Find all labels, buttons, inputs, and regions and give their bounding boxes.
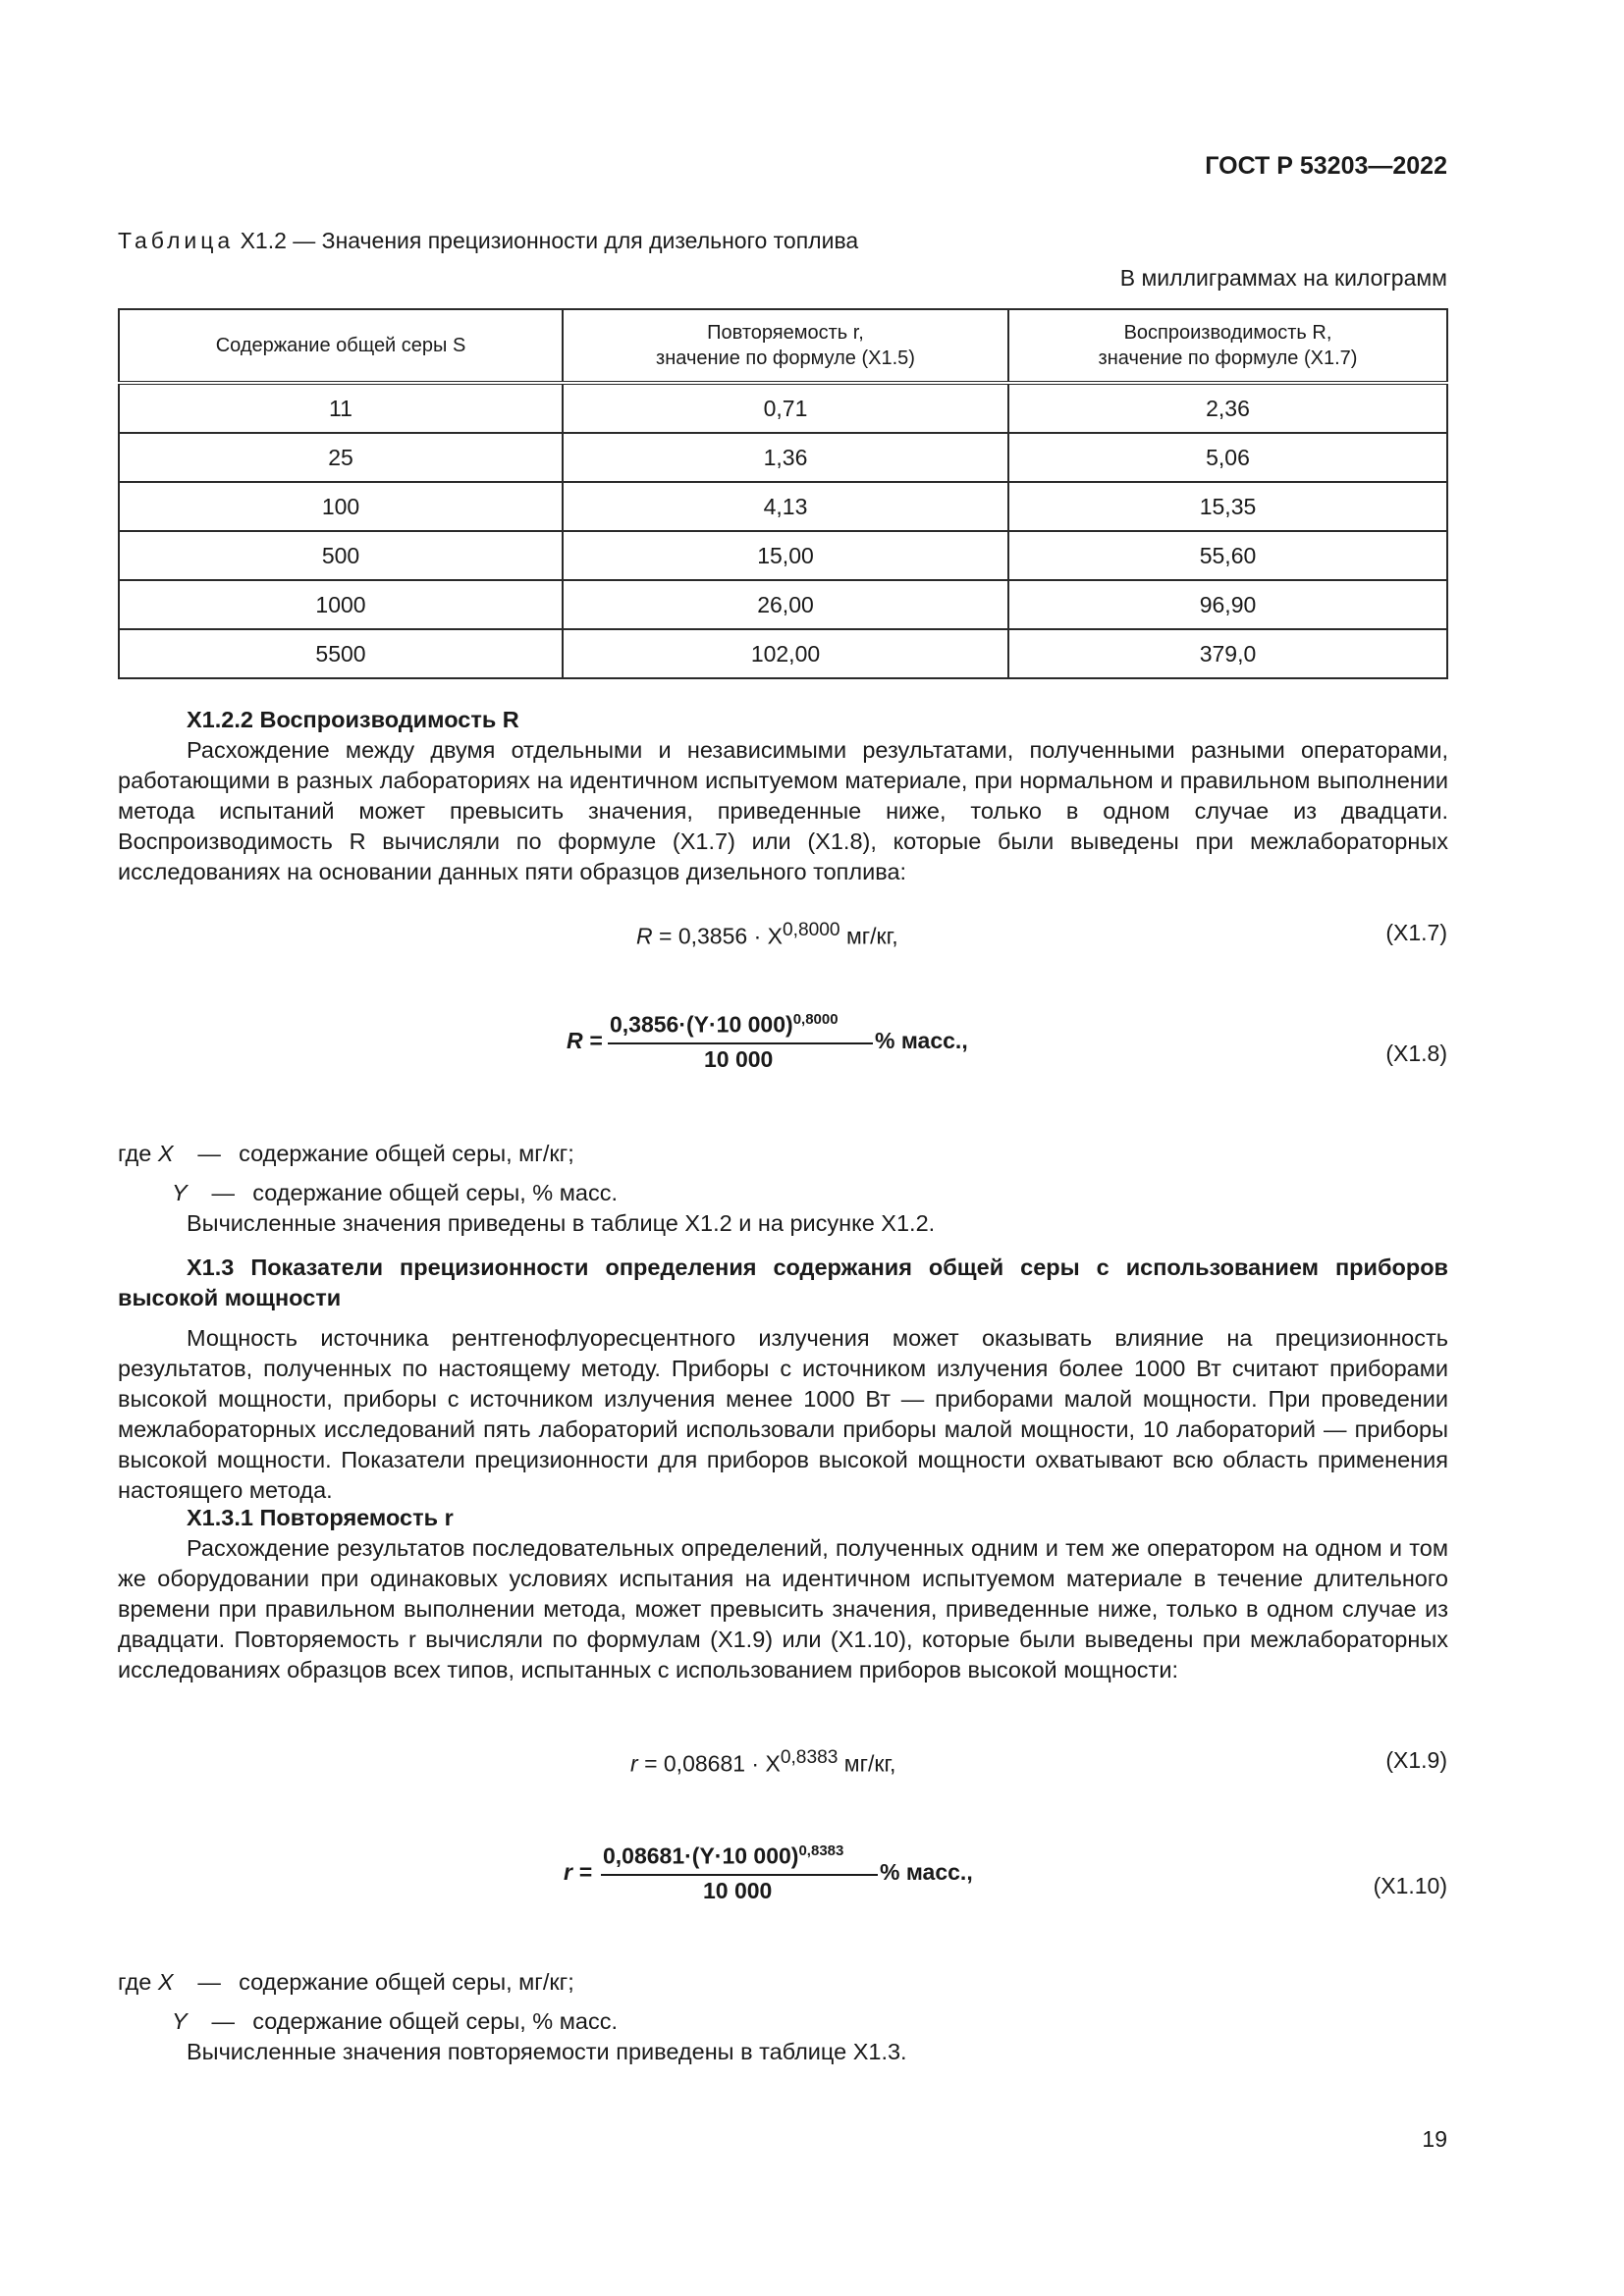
variable-symbol: Y xyxy=(172,1180,188,1205)
fraction-bar xyxy=(608,1042,873,1044)
formula-exponent: 0,8383 xyxy=(798,1842,844,1859)
table-row xyxy=(119,531,1447,580)
header-line: значение по формуле (Х1.7) xyxy=(1098,347,1358,369)
page-number: 19 xyxy=(1422,2126,1447,2152)
formula-lhs: r xyxy=(630,1750,638,1777)
formula-unit: % масс., xyxy=(875,1028,968,1053)
formula-numerator-text: 0,3856·(Y·10 000) xyxy=(610,1011,793,1038)
cell-sulfur: 5500 xyxy=(119,629,563,678)
section-paragraph: Расхождение результатов последовательных определений, полученных одним и тем же оператором на одном и том же оборудовании при одинаковых условиях испытания на идентичном испытуемом материале в течение длительного времени при правильном выполнении метода, может превысить значения, приведенные ниже, только в одном случае из двадцати. Повторяемость r вычисляли по формулам (Х1.9) или (Х1.10), которые были выведены при межлабораторных исследованиях образцов всех типов, испытанных с использованием приборов высокой мощности: xyxy=(118,1535,1448,1682)
table-caption xyxy=(118,228,858,254)
cell-repeatability: 102,00 xyxy=(563,629,1008,678)
formula-number: (Х1.10) xyxy=(1373,1873,1447,1898)
formula-x110 xyxy=(564,1842,1005,1911)
section-paragraph: Мощность источника рентгенофлуоресцентного излучения может оказывать влияние на прецизионность результатов, полученных по настоящему методу. Приборы с источником излучения более 1000 Вт считают приборами высокой мощности, приборы с источником излучения менее 1000 Вт — приборами малой мощности. При проведении межлабораторных исследований пять лабораторий использовали приборы малой мощности, 10 лабораторий — приборы высокой мощности. Показатели прецизионности для приборов высокой мощности охватывают всю область применения настоящего метода. xyxy=(118,1325,1448,1503)
note-text: Вычисленные значения повторяемости приведены в таблице Х1.3. xyxy=(187,2039,907,2064)
variable-definition xyxy=(118,2006,907,2037)
section-heading: Х1.2.2 Воспроизводимость R xyxy=(187,707,519,732)
variable-symbol: Y xyxy=(172,2008,188,2034)
cell-sulfur: 100 xyxy=(119,482,563,531)
section-high-power xyxy=(118,1253,1448,1506)
variable-dash: — xyxy=(197,1141,221,1166)
table-row xyxy=(119,383,1447,433)
formula-denominator: 10 000 xyxy=(704,1046,774,1072)
cell-repeatability: 1,36 xyxy=(563,433,1008,482)
table-units: В миллиграммах на килограмм xyxy=(1119,265,1447,291)
table-row xyxy=(119,482,1447,531)
table-row xyxy=(119,629,1447,678)
variable-dash: — xyxy=(211,1180,235,1205)
table-row xyxy=(119,580,1447,629)
formula-number: (Х1.9) xyxy=(1385,1747,1447,1773)
section-reproducibility xyxy=(118,705,1448,887)
formula-numerator-text: 0,08681·(Y·10 000) xyxy=(603,1842,799,1869)
variable-dash: — xyxy=(211,2008,235,2034)
where-prefix: где xyxy=(118,1969,152,1995)
cell-reproducibility: 5,06 xyxy=(1008,433,1447,482)
formula-unit: мг/кг, xyxy=(838,1750,896,1777)
formula-lhs: R xyxy=(636,923,653,949)
formula-exponent: 0,8000 xyxy=(792,1011,839,1028)
formula-unit: мг/кг, xyxy=(839,923,898,949)
variable-definitions xyxy=(118,1967,907,2067)
table-caption-title: Х1.2 — Значения прецизионности для дизельного топлива xyxy=(240,228,859,253)
note-text: Вычисленные значения приведены в таблице Х1.2 и на рисунке Х1.2. xyxy=(187,1210,936,1236)
cell-reproducibility: 379,0 xyxy=(1008,629,1447,678)
header-sulfur-content xyxy=(119,309,563,383)
section-heading: Х1.3 Показатели прецизионности определения содержания общей серы с использованием приборов высокой мощности xyxy=(118,1255,1448,1310)
cell-repeatability: 15,00 xyxy=(563,531,1008,580)
precision-table xyxy=(118,308,1448,679)
cell-reproducibility: 96,90 xyxy=(1008,580,1447,629)
variable-description: содержание общей серы, % масс. xyxy=(252,1180,618,1205)
where-prefix: где xyxy=(118,1141,152,1166)
section-heading: Х1.3.1 Повторяемость r xyxy=(187,1505,454,1530)
variable-dash: — xyxy=(197,1969,221,1995)
cell-sulfur: 11 xyxy=(119,383,563,433)
formula-exponent: 0,8000 xyxy=(782,920,840,940)
variable-description: содержание общей серы, % масс. xyxy=(252,2008,618,2034)
variable-definition xyxy=(118,1178,935,1208)
formula-denominator: 10 000 xyxy=(703,1878,773,1903)
cell-repeatability: 26,00 xyxy=(563,580,1008,629)
formula-x17 xyxy=(636,920,898,950)
formula-expression: = 0,08681 · X xyxy=(644,1750,781,1777)
standard-designation: ГОСТ Р 53203—2022 xyxy=(1205,152,1447,180)
formula-number: (Х1.8) xyxy=(1385,1041,1447,1066)
header-line: Повторяемость r, xyxy=(707,322,864,344)
header-line: Содержание общей серы S xyxy=(215,335,466,356)
formula-x19 xyxy=(630,1747,895,1778)
header-repeatability xyxy=(563,309,1008,383)
cell-sulfur: 1000 xyxy=(119,580,563,629)
cell-reproducibility: 2,36 xyxy=(1008,383,1447,433)
formula-exponent: 0,8383 xyxy=(780,1747,839,1768)
variable-definition xyxy=(118,1139,935,1169)
formula-unit: % масс., xyxy=(880,1859,973,1885)
header-line: значение по формуле (Х1.5) xyxy=(656,347,915,369)
variable-definitions xyxy=(118,1139,935,1239)
fraction-bar xyxy=(601,1874,878,1876)
cell-reproducibility: 55,60 xyxy=(1008,531,1447,580)
section-paragraph: Расхождение между двумя отдельными и независимыми результатами, полученными разными операторами, работающими в разных лабораториях на идентичном испытуемом материале, при нормальном и правильном выполнении метода испытаний может превысить значения, приведенные ниже, только в одном случае из двадцати. Воспроизводимость R вычисляли по формуле (Х1.7) или (Х1.8), которые были выведены при межлабораторных исследованиях на основании данных пяти образцов дизельного топлива: xyxy=(118,737,1448,884)
formula-numerator xyxy=(603,1842,843,1870)
formula-x18 xyxy=(567,1011,999,1080)
variable-symbol: X xyxy=(157,1969,174,1995)
section-repeatability xyxy=(118,1503,1448,1685)
formula-lhs: r = xyxy=(564,1859,592,1885)
formula-number: (Х1.7) xyxy=(1385,920,1447,945)
cell-reproducibility: 15,35 xyxy=(1008,482,1447,531)
header-line: Воспроизводимость R, xyxy=(1123,322,1332,344)
table-row xyxy=(119,433,1447,482)
formula-numerator xyxy=(610,1011,839,1039)
variable-description: содержание общей серы, мг/кг; xyxy=(239,1141,574,1166)
table-caption-lead: Таблица xyxy=(118,228,235,253)
cell-sulfur: 25 xyxy=(119,433,563,482)
table-header-row xyxy=(119,309,1447,383)
formula-lhs: R = xyxy=(567,1028,603,1053)
cell-sulfur: 500 xyxy=(119,531,563,580)
cell-repeatability: 4,13 xyxy=(563,482,1008,531)
variable-symbol: X xyxy=(157,1141,174,1166)
variable-description: содержание общей серы, мг/кг; xyxy=(239,1969,574,1995)
variable-definition xyxy=(118,1967,907,1998)
cell-repeatability: 0,71 xyxy=(563,383,1008,433)
formula-expression: = 0,3856 · X xyxy=(659,923,783,949)
header-reproducibility xyxy=(1008,309,1447,383)
